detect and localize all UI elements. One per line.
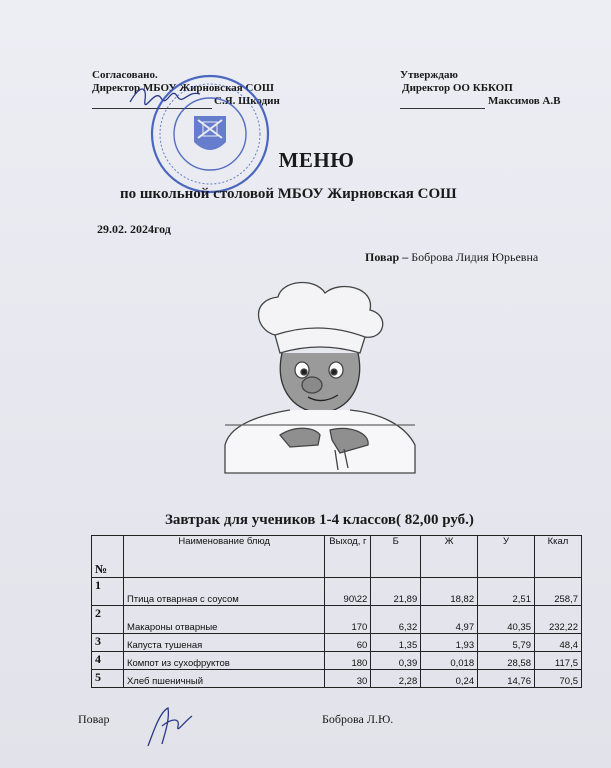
table-row [92,652,582,670]
approved-label: Утверждаю [400,69,458,81]
chef-illustration [220,275,420,475]
dish-name: Компот из сухофруктов [123,652,324,670]
dish-proteins: 6,32 [371,606,421,634]
dish-name: Хлеб пшеничный [123,670,324,688]
dish-kcal: 48,4 [534,634,581,652]
menu-date: 29.02. 2024год [97,222,171,236]
dish-carbs: 14,76 [478,670,535,688]
dish-fats: 0,018 [421,652,478,670]
cook-line [365,250,538,265]
approved-signature-line [400,108,485,109]
approval-label: Согласовано. [92,69,158,81]
table-header-row [92,536,582,578]
col-output: Выход, г [325,536,371,578]
footer-cook-label: Повар [78,712,110,726]
dish-fats: 1,93 [421,634,478,652]
table-row [92,606,582,634]
col-fats: Ж [421,536,478,578]
dish-name: Капуста тушеная [123,634,324,652]
cook-label: Повар – [365,250,412,264]
col-kcal: Ккал [534,536,581,578]
approved-position: Директор ОО КБКОП [402,82,513,94]
dish-fats: 18,82 [421,578,478,606]
table-title: Завтрак для учеников 1-4 классов( 82,00 руб.) [165,512,474,528]
dish-proteins: 0,39 [371,652,421,670]
col-carbs: У [478,536,535,578]
col-dish-name: Наименование блюд [123,536,324,578]
page-title: МЕНЮ [278,148,355,172]
cook-signature [140,700,200,752]
dish-output: 180 [325,652,371,670]
row-number: 1 [92,578,124,606]
dish-output: 90\22 [325,578,371,606]
table-row [92,578,582,606]
row-number: 3 [92,634,124,652]
official-stamp [148,72,272,196]
dish-output: 60 [325,634,371,652]
dish-carbs: 2,51 [478,578,535,606]
dish-kcal: 258,7 [534,578,581,606]
table-row [92,634,582,652]
table-row [92,670,582,688]
dish-carbs: 28,58 [478,652,535,670]
approved-block [400,69,560,108]
col-proteins: Б [371,536,421,578]
approved-signer: Максимов А.В [488,95,561,107]
dish-carbs: 40,35 [478,606,535,634]
approval-signer: С.Я. Шкодин [214,95,280,107]
row-number: 4 [92,652,124,670]
row-number: 2 [92,606,124,634]
dish-output: 30 [325,670,371,688]
col-number: № [92,536,124,578]
row-number: 5 [92,670,124,688]
dish-output: 170 [325,606,371,634]
dish-kcal: 117,5 [534,652,581,670]
dish-kcal: 70,5 [534,670,581,688]
menu-table [91,535,582,688]
dish-name: Макароны отварные [123,606,324,634]
dish-proteins: 2,28 [371,670,421,688]
dish-proteins: 21,89 [371,578,421,606]
dish-proteins: 1,35 [371,634,421,652]
dish-carbs: 5,79 [478,634,535,652]
dish-fats: 0,24 [421,670,478,688]
dish-kcal: 232,22 [534,606,581,634]
footer-cook-name: Боброва Л.Ю. [322,712,394,726]
page-subtitle: по школьной столовой МБОУ Жирновская СОШ [120,186,457,202]
approval-position: Директор МБОУ Жирновская СОШ [92,82,275,94]
cook-name: Боброва Лидия Юрьевна [411,250,539,264]
dish-fats: 4,97 [421,606,478,634]
dish-name: Птица отварная с соусом [123,578,324,606]
